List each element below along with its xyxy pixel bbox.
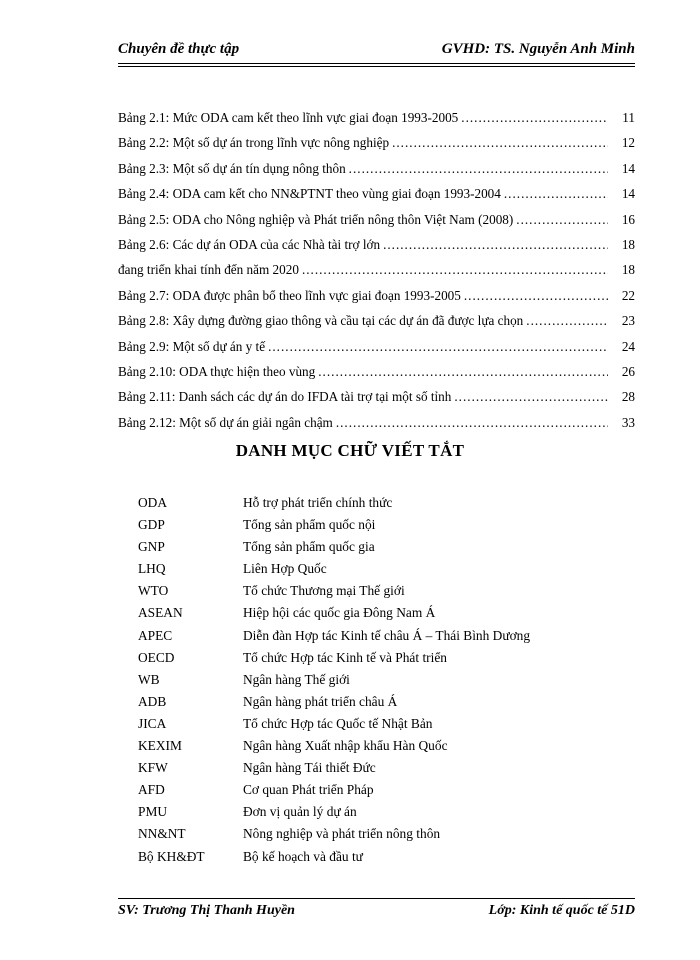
header-course-title: Chuyên đề thực tập — [118, 41, 240, 57]
abbreviation-code: OECD — [138, 649, 175, 665]
abbreviation-meaning: Hỗ trợ phát triển chính thức — [243, 495, 393, 510]
abbreviation-meaning: Tổ chức Hợp tác Quốc tế Nhật Bản — [243, 715, 433, 731]
toc-entry — [118, 286, 635, 311]
abbreviation-row — [138, 802, 608, 824]
abbreviation-code: APEC — [138, 627, 173, 643]
abbreviation-row — [138, 648, 608, 670]
toc-entry-label: Bảng 2.3: Một số dự án tín dụng nông thôn — [118, 160, 346, 176]
abbreviation-code: GDP — [138, 517, 165, 533]
toc-leader-dots — [464, 286, 608, 306]
abbreviation-code: ADB — [138, 693, 167, 709]
toc-entry-label: Bảng 2.8: Xây dựng đường giao thông và cầu tại các dự án đã được lựa chọn — [118, 313, 524, 329]
toc-entry-page: 18 — [621, 262, 635, 278]
toc-entry — [118, 413, 635, 438]
toc-entry-label: Bảng 2.4: ODA cam kết cho NN&PTNT theo vùng giai đoạn 1993-2004 — [118, 186, 501, 202]
abbreviation-meaning: Diễn đàn Hợp tác Kinh tế châu Á – Thái Bình Dương — [243, 627, 531, 643]
toc-entry — [118, 337, 635, 362]
toc-entry — [118, 108, 635, 133]
abbreviation-row — [138, 736, 608, 758]
abbreviation-code: NN&NT — [138, 826, 186, 842]
toc-entry-label: Bảng 2.9: Một số dự án y tế — [118, 338, 266, 354]
abbreviation-row — [138, 493, 608, 515]
toc-leader-dots — [349, 159, 608, 179]
abbreviation-meaning: Tổng sản phẩm quốc gia — [243, 539, 375, 555]
abbreviation-row — [138, 692, 608, 714]
abbreviation-code: WTO — [138, 583, 169, 599]
abbreviation-meaning: Ngân hàng Xuất nhập khẩu Hàn Quốc — [243, 738, 448, 754]
toc-leader-dots — [383, 235, 608, 255]
abbreviation-code: AFD — [138, 782, 165, 798]
toc-entry — [118, 235, 635, 260]
abbreviation-row — [138, 626, 608, 648]
abbreviation-list — [138, 493, 608, 869]
toc-entry-label: Bảng 2.11: Danh sách các dự án do IFDA tài trợ tại một số tỉnh — [118, 389, 452, 405]
section-title: DANH MỤC CHỮ VIẾT TẮT — [235, 441, 465, 460]
toc-entry-page: 24 — [621, 338, 635, 354]
abbreviation-row — [138, 670, 608, 692]
toc-entry — [118, 133, 635, 158]
toc-leader-dots — [302, 260, 608, 280]
abbreviation-row — [138, 515, 608, 537]
toc-entry-label: đang triển khai tính đến năm 2020 — [118, 262, 299, 278]
toc-entry — [118, 362, 635, 387]
abbreviation-code: ASEAN — [138, 605, 183, 621]
toc-leader-dots — [461, 108, 608, 128]
toc-entry — [118, 387, 635, 412]
abbreviation-code: PMU — [138, 804, 168, 820]
toc-entry-page: 14 — [621, 186, 635, 202]
toc-leader-dots — [318, 362, 608, 382]
abbreviation-meaning: Ngân hàng phát triển châu Á — [243, 693, 398, 709]
abbreviation-row — [138, 714, 608, 736]
toc-leader-dots — [504, 184, 608, 204]
toc-entry-label: Bảng 2.10: ODA thực hiện theo vùng — [118, 363, 316, 379]
toc-entry-label: Bảng 2.6: Các dự án ODA của các Nhà tài trợ lớn — [118, 236, 381, 252]
abbreviation-row — [138, 559, 608, 581]
footer-student: SV: Trương Thị Thanh Huyền — [118, 903, 295, 918]
abbreviation-meaning: Ngân hàng Thế giới — [243, 671, 350, 687]
toc-entry-page: 18 — [621, 236, 635, 252]
toc-entry — [118, 184, 635, 209]
toc-entry-page: 26 — [621, 363, 635, 379]
toc-entry-page: 12 — [621, 135, 635, 151]
abbreviation-meaning: Tổng sản phẩm quốc nội — [243, 517, 376, 533]
abbreviation-code: WB — [138, 671, 160, 687]
abbreviation-code: KEXIM — [138, 738, 182, 754]
abbreviation-code: GNP — [138, 539, 165, 555]
toc-leader-dots — [526, 311, 608, 331]
toc-entry-label: Bảng 2.12: Một số dự án giải ngân chậm — [118, 414, 333, 430]
abbreviation-meaning: Bộ kế hoạch và đầu tư — [243, 848, 363, 864]
toc-leader-dots — [336, 413, 608, 433]
toc-entry — [118, 159, 635, 184]
abbreviation-row — [138, 824, 608, 846]
abbreviation-meaning: Ngân hàng Tái thiết Đức — [243, 760, 376, 776]
abbreviation-row — [138, 780, 608, 802]
abbreviation-code: LHQ — [138, 561, 166, 577]
abbreviation-code: Bộ KH&ĐT — [138, 848, 205, 864]
abbreviation-meaning: Tổ chức Thương mại Thế giới — [243, 583, 405, 599]
footer-rule — [118, 898, 635, 899]
abbreviation-meaning: Liên Hợp Quốc — [243, 561, 327, 577]
abbreviation-meaning: Đơn vị quản lý dự án — [243, 804, 357, 820]
abbreviation-row — [138, 847, 608, 869]
header-rule — [118, 63, 635, 64]
toc-entry-page: 16 — [621, 211, 635, 227]
toc-leader-dots — [516, 210, 608, 230]
abbreviation-row — [138, 537, 608, 559]
toc-entry — [118, 260, 635, 285]
abbreviation-code: ODA — [138, 495, 168, 510]
toc-entry-label: Bảng 2.5: ODA cho Nông nghiệp và Phát triển nông thôn Việt Nam (2008) — [118, 211, 514, 227]
toc-entry-page: 23 — [621, 313, 635, 329]
toc-leader-dots — [454, 387, 608, 407]
header-rule-secondary — [118, 66, 635, 67]
toc-entry-page: 11 — [622, 110, 635, 125]
header-supervisor: GVHD: TS. Nguyễn Anh Minh — [441, 41, 635, 57]
abbreviation-meaning: Tổ chức Hợp tác Kinh tế và Phát triển — [243, 649, 447, 665]
abbreviation-meaning: Hiệp hội các quốc gia Đông Nam Á — [243, 605, 436, 621]
abbreviation-row — [138, 581, 608, 603]
abbreviation-row — [138, 758, 608, 780]
abbreviation-meaning: Cơ quan Phát triển Pháp — [243, 782, 374, 798]
toc-entry — [118, 210, 635, 235]
toc-leader-dots — [268, 337, 608, 357]
toc-entry-label: Bảng 2.7: ODA được phân bổ theo lĩnh vực giai đoạn 1993-2005 — [118, 287, 461, 303]
toc-entry-page: 33 — [621, 414, 635, 430]
toc-entry-page: 22 — [621, 287, 635, 303]
abbreviation-meaning: Nông nghiệp và phát triển nông thôn — [243, 826, 441, 842]
abbreviation-code: KFW — [138, 760, 168, 776]
toc-leader-dots — [392, 133, 608, 153]
abbreviation-row — [138, 603, 608, 625]
toc-entry-page: 28 — [621, 389, 635, 405]
toc-entry-label: Bảng 2.1: Mức ODA cam kết theo lĩnh vực giai đoạn 1993-2005 — [118, 110, 459, 125]
toc-entry-label: Bảng 2.2: Một số dự án trong lĩnh vực nông nghiệp — [118, 135, 390, 151]
toc-entry — [118, 311, 635, 336]
table-list — [118, 108, 635, 438]
footer-class: Lớp: Kinh tế quốc tế 51D — [488, 903, 635, 918]
abbreviation-code: JICA — [138, 715, 167, 731]
toc-entry-page: 14 — [621, 160, 635, 176]
